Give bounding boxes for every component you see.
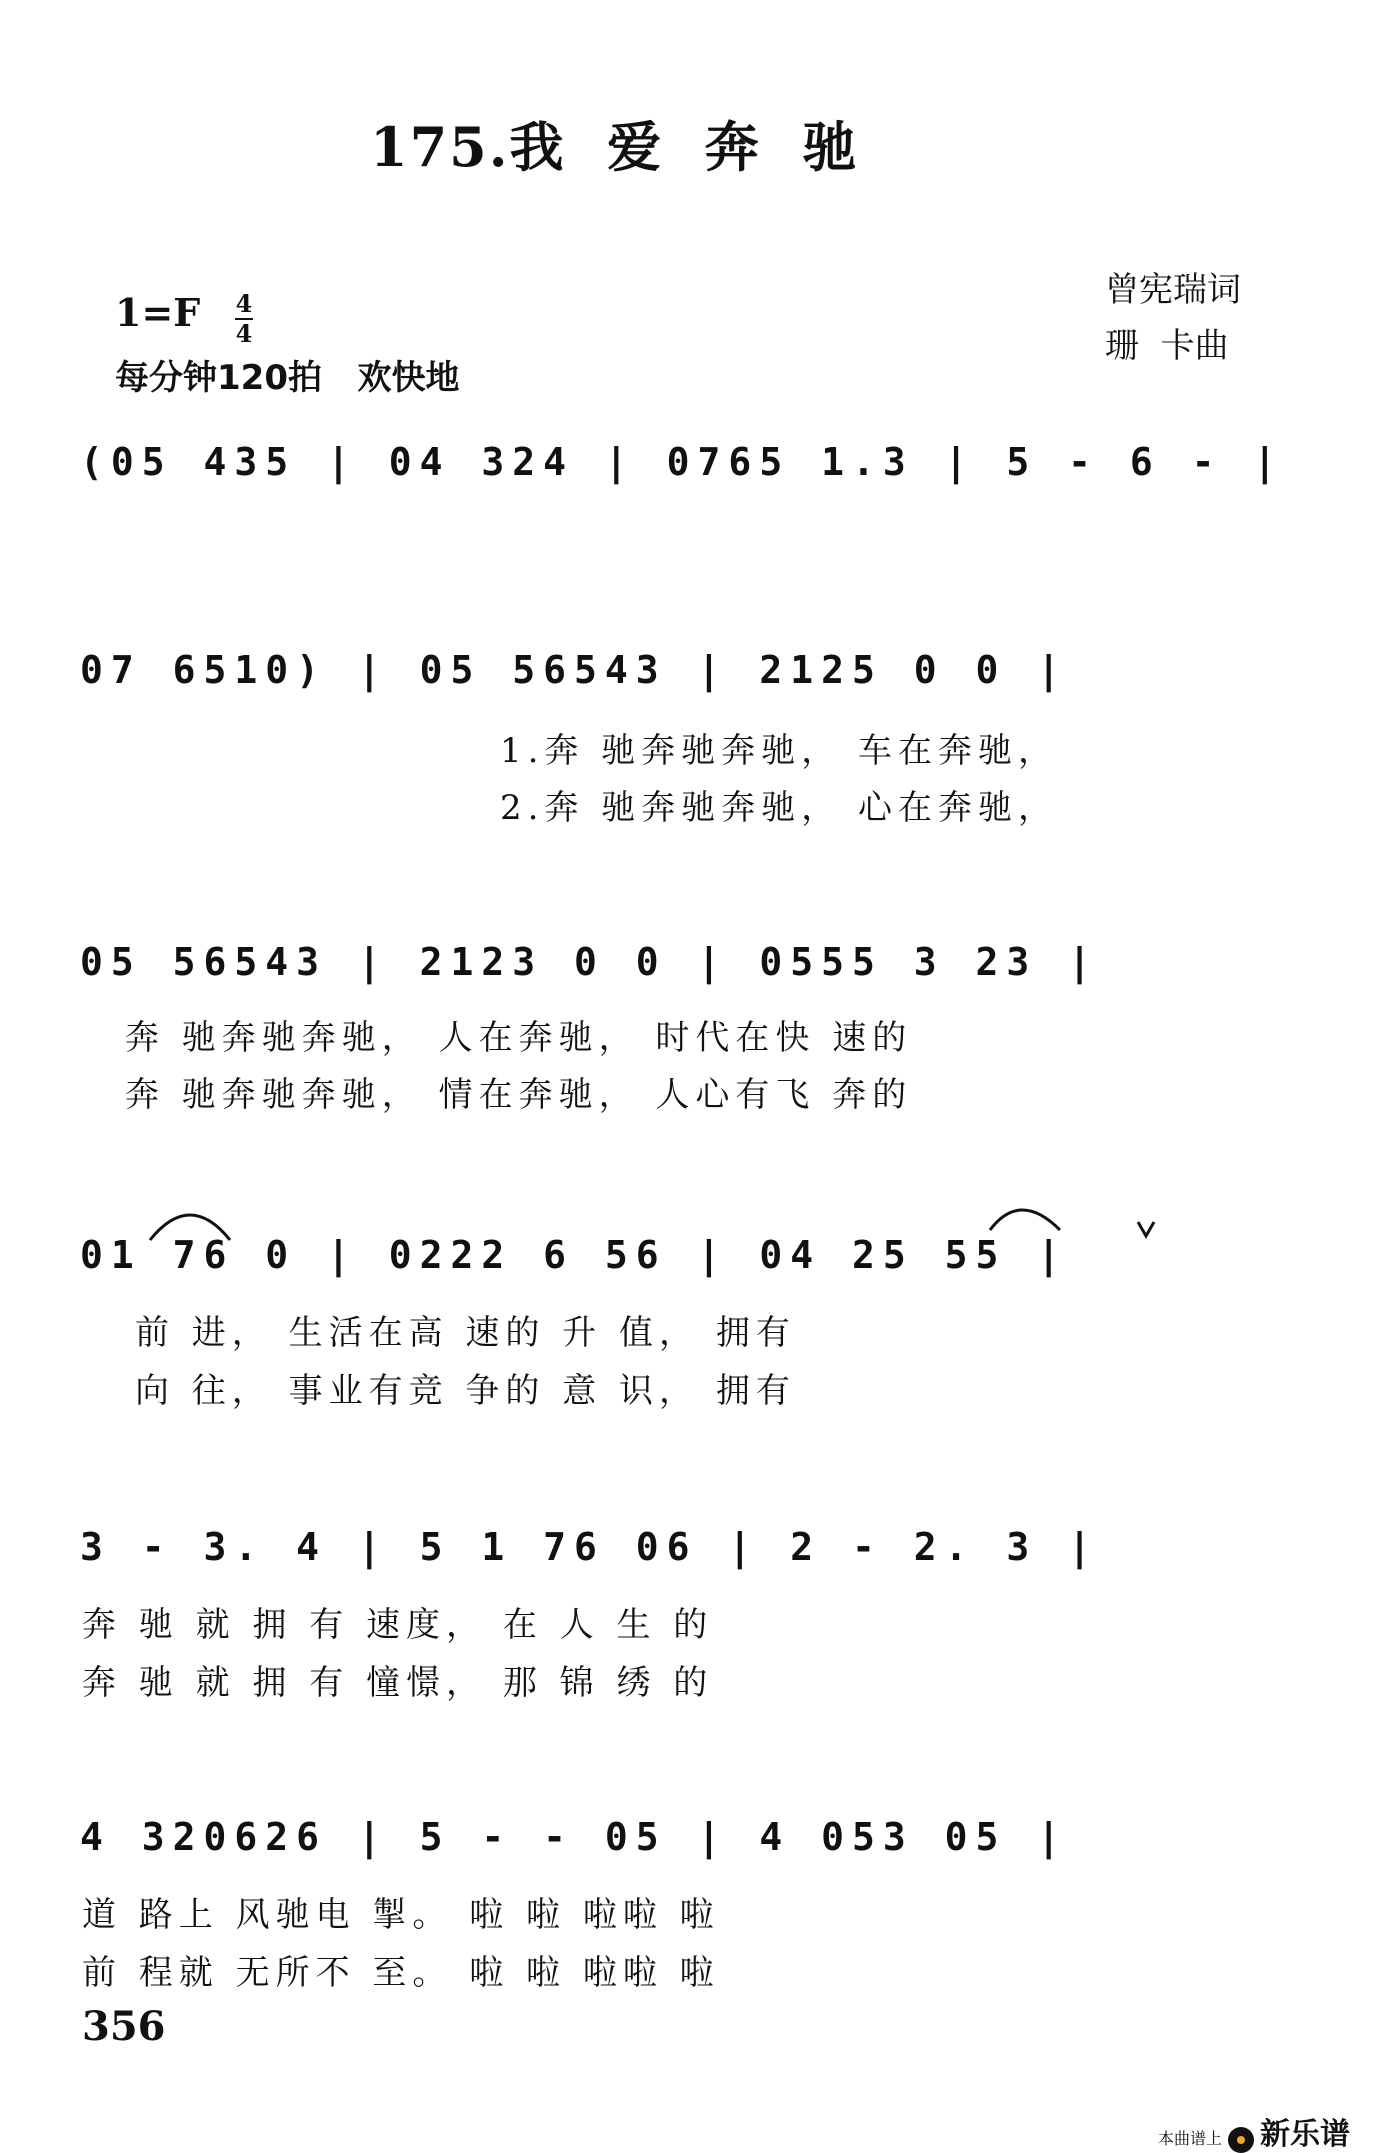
time-signature-bottom: 4	[235, 319, 253, 348]
tempo-marking: 每分钟120拍 欢快地	[115, 358, 460, 398]
lyrics-line-3-verse-1: 奔 驰奔驰奔驰， 人在奔驰， 时代在快 速的	[125, 1018, 913, 1058]
breath-mark	[1138, 1222, 1154, 1236]
watermark-brand: 新乐谱	[1260, 2117, 1350, 2152]
lyrics-line-6-verse-2: 前 程就 无所不 至。 啦 啦 啦啦 啦	[82, 1953, 720, 1993]
lyrics-line-2-verse-1: 1.奔 驰奔驰奔驰， 车在奔驰，	[500, 731, 1059, 771]
notes-line-1: (05 435 | 04 324 | 0765 1.3 | 5 - 6 - |	[80, 440, 1285, 484]
lyrics-line-4-verse-2: 向 往， 事业有竞 争的 意 识， 拥有	[135, 1371, 796, 1411]
disc-icon	[1228, 2127, 1254, 2153]
notes-line-6: 4 320626 | 5 - - 05 | 4 053 05 |	[80, 1815, 1069, 1859]
time-signature-top: 4	[235, 289, 253, 318]
lyrics-line-4-verse-1: 前 进， 生活在高 速的 升 值， 拥有	[135, 1313, 796, 1353]
lyrics-line-5-verse-2: 奔 驰 就 拥 有 憧憬， 那 锦 绣 的	[82, 1663, 714, 1703]
watermark-prefix: 本曲谱上	[1157, 2129, 1222, 2148]
lyrics-line-5-verse-1: 奔 驰 就 拥 有 速度， 在 人 生 的	[82, 1605, 714, 1645]
lyrics-line-6-verse-1: 道 路上 风驰电 掣。 啦 啦 啦啦 啦	[82, 1895, 720, 1935]
notes-line-3: 05 56543 | 2123 0 0 | 0555 3 23 |	[80, 940, 1099, 984]
notes-line-5: 3 - 3. 4 | 5 1 76 06 | 2 - 2. 3 |	[80, 1525, 1099, 1569]
key-signature: 1=F	[115, 290, 201, 335]
slur-mark	[150, 1215, 230, 1240]
lyricist-credit: 曾宪瑞词	[1105, 270, 1241, 310]
song-title: 175.我 爱 奔 驰	[370, 115, 859, 179]
watermark-logo	[1148, 2090, 1350, 2153]
notes-line-2: 07 6510) | 05 56543 | 2125 0 0 |	[80, 648, 1069, 692]
lyrics-line-3-verse-2: 奔 驰奔驰奔驰， 情在奔驰， 人心有飞 奔的	[125, 1075, 913, 1115]
page-number: 356	[82, 2003, 166, 2050]
composer-credit: 珊 卡曲	[1105, 326, 1229, 366]
lyrics-line-2-verse-2: 2.奔 驰奔驰奔驰， 心在奔驰，	[500, 788, 1059, 828]
notes-line-4: 01 76 0 | 0222 6 56 | 04 25 55 |	[80, 1233, 1069, 1277]
slur-mark	[990, 1210, 1060, 1230]
